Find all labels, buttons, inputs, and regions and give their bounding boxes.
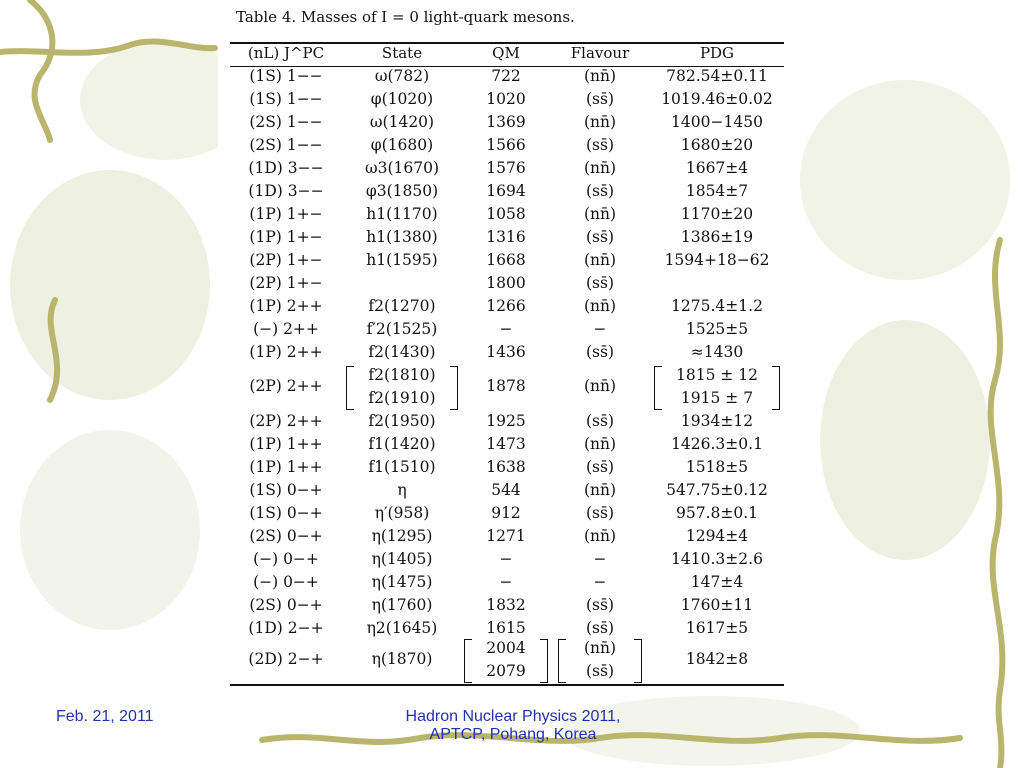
- cell-state: η′(958): [374, 504, 430, 522]
- cell-flavour: (nn̄): [583, 251, 617, 269]
- cell-flavour: (ss̄): [585, 619, 614, 637]
- cell-jpc: (2S) 0−+: [249, 596, 323, 614]
- cell-qm: 1058: [486, 205, 526, 223]
- cell-pdg: [650, 272, 784, 295]
- cell-flavour: (nn̄): [583, 205, 617, 223]
- cell-state: η(1760): [371, 596, 433, 614]
- cell-flavour: (nn̄): [583, 435, 617, 453]
- cell-state: η(1405): [371, 550, 433, 568]
- cell-state: f2(1430): [368, 343, 436, 361]
- table-row: [230, 134, 784, 157]
- table-row: [230, 479, 784, 502]
- cell-state: φ(1680): [370, 136, 434, 154]
- cell-qm: 1925: [486, 412, 526, 430]
- cell-jpc: (1S) 1−−: [249, 67, 323, 85]
- cell-qm: 1832: [486, 596, 526, 614]
- header-flavour: Flavour: [570, 44, 630, 62]
- cell-jpc: (1D) 3−−: [248, 182, 324, 200]
- header-nl-jpc: (nL) J^PC: [247, 44, 325, 62]
- cell-qm: 1878: [486, 377, 526, 395]
- cell-jpc: (−) 0−+: [253, 550, 319, 568]
- cell-state: f′2(1525): [366, 320, 438, 338]
- cell-qm: 1436: [486, 343, 526, 361]
- cell-pdg: 1019.46±0.02: [661, 90, 773, 108]
- table-row: [230, 318, 784, 341]
- close-bracket: [772, 366, 780, 410]
- cell-pdg: 1525±5: [685, 320, 749, 338]
- cell-qm: −: [499, 573, 513, 591]
- cell-qm: 544: [491, 481, 521, 499]
- cell-jpc: (1P) 2++: [249, 343, 323, 361]
- cell-state: f1(1510): [368, 458, 436, 476]
- vine-left-lower: [50, 300, 57, 400]
- footer-event-line1: Hadron Nuclear Physics 2011,: [405, 708, 621, 725]
- cell-qm: 1576: [486, 159, 526, 177]
- cell-flavour: (nn̄): [583, 159, 617, 177]
- cell-jpc: (2P) 1+−: [249, 274, 323, 292]
- cell-state: η: [397, 481, 407, 499]
- cell-qm-stack: [462, 637, 550, 683]
- close-bracket: [540, 639, 548, 683]
- cell-qm: 1668: [486, 251, 526, 269]
- cell-pdg: 1410.3±2.6: [671, 550, 763, 568]
- cell-qm: 912: [491, 504, 521, 522]
- cell-jpc: (1D) 2−+: [248, 619, 324, 637]
- footer-date: Feb. 21, 2011: [56, 708, 154, 725]
- table-row: [230, 364, 784, 410]
- cell-pdg: 1667±4: [685, 159, 749, 177]
- cell-state: f2(1270): [368, 297, 436, 315]
- table-row: [230, 180, 784, 203]
- cell-jpc: (1S) 0−+: [249, 504, 323, 522]
- cell-pdg: 1426.3±0.1: [671, 435, 763, 453]
- table-row: [230, 295, 784, 318]
- cell-pdg: 1617±5: [685, 619, 749, 637]
- cell-pdg: 1275.4±1.2: [671, 297, 763, 315]
- cell-flavour: (nn̄): [583, 377, 617, 395]
- cell-jpc: (2S) 1−−: [249, 113, 323, 131]
- cell-pdg: 1760±11: [680, 596, 754, 614]
- cell-state: h1(1170): [366, 205, 438, 223]
- close-bracket: [450, 366, 458, 410]
- cell-jpc: (2S) 1−−: [249, 136, 323, 154]
- cell-qm: 1615: [486, 619, 526, 637]
- cell-jpc: (2S) 0−+: [249, 527, 323, 545]
- cell-qm: 1566: [486, 136, 526, 154]
- table-row: [230, 594, 784, 617]
- cell-jpc: (2P) 1+−: [249, 251, 323, 269]
- cell-state: [342, 272, 462, 295]
- cell-pdg: 1400−1450: [671, 113, 763, 131]
- cell-pdg: 957.8±0.1: [675, 504, 758, 522]
- cell-pdg: 1842±8: [685, 650, 749, 668]
- vine-right: [991, 240, 1003, 768]
- cell-state: φ(1020): [370, 90, 434, 108]
- cell-state: ω(782): [374, 67, 430, 85]
- cell-state: h1(1595): [366, 251, 438, 269]
- cell-pdg: ≈1430: [690, 343, 744, 361]
- table-row: [230, 65, 784, 88]
- cell-flavour: −: [593, 320, 607, 338]
- cell-state: ω(1420): [369, 113, 435, 131]
- cell-state: η(1475): [371, 573, 433, 591]
- cell-flavour-multiline: (nn̄) (ss̄): [583, 639, 617, 680]
- cell-flavour: (ss̄): [585, 90, 614, 108]
- cell-flavour: −: [593, 550, 607, 568]
- table-caption: Table 4. Masses of I = 0 light-quark mesons.: [236, 8, 575, 26]
- cell-jpc: (2P) 2++: [249, 377, 323, 395]
- cell-flavour: (nn̄): [583, 481, 617, 499]
- vine-top-left-branch: [0, 42, 215, 53]
- cell-qm: 1020: [486, 90, 526, 108]
- cell-state: φ3(1850): [365, 182, 439, 200]
- cell-state: f2(1950): [368, 412, 436, 430]
- cell-jpc: (1P) 1++: [249, 435, 323, 453]
- cell-jpc: (2D) 2−+: [248, 650, 324, 668]
- cell-qm: 1271: [486, 527, 526, 545]
- table-row: [230, 502, 784, 525]
- cell-qm: 1369: [486, 113, 526, 131]
- cell-pdg: 1854±7: [685, 182, 749, 200]
- header-state: State: [381, 44, 423, 62]
- cell-pdg-multiline: 1815 ± 12 1915 ± 7: [675, 366, 758, 407]
- cell-flavour: (ss̄): [585, 596, 614, 614]
- table-row: [230, 410, 784, 433]
- cell-jpc: (1D) 3−−: [248, 159, 324, 177]
- cell-pdg: 1386±19: [680, 228, 754, 246]
- cell-flavour-stack: [550, 637, 650, 683]
- table-row: [230, 637, 784, 683]
- cell-pdg: 1680±20: [680, 136, 754, 154]
- cell-qm: −: [499, 550, 513, 568]
- table-row: [230, 226, 784, 249]
- cell-pdg: 1934±12: [680, 412, 754, 430]
- cell-qm: 1800: [486, 274, 526, 292]
- cell-flavour: (nn̄): [583, 297, 617, 315]
- cell-state-multiline: f2(1810) f2(1910): [368, 366, 436, 407]
- cell-qm: 722: [491, 67, 521, 85]
- cell-qm: 1694: [486, 182, 526, 200]
- header-pdg: PDG: [699, 44, 735, 62]
- header-qm: QM: [492, 44, 520, 62]
- cell-flavour: (nn̄): [583, 113, 617, 131]
- cell-flavour: −: [593, 573, 607, 591]
- cell-state: h1(1380): [366, 228, 438, 246]
- cell-state: η(1295): [371, 527, 433, 545]
- cell-jpc: (2P) 2++: [249, 412, 323, 430]
- cell-jpc: (1P) 1++: [249, 458, 323, 476]
- table-row: [230, 111, 784, 134]
- table-header-row: [230, 42, 784, 65]
- cell-jpc: (1P) 1+−: [249, 205, 323, 223]
- cell-flavour: (nn̄): [583, 67, 617, 85]
- table-row: [230, 157, 784, 180]
- cell-flavour: (ss̄): [585, 343, 614, 361]
- cell-flavour: (ss̄): [585, 274, 614, 292]
- cell-pdg: 1170±20: [680, 205, 754, 223]
- cell-jpc: (1S) 0−+: [249, 481, 323, 499]
- table-row: [230, 548, 784, 571]
- table-row: [230, 249, 784, 272]
- table-row: [230, 88, 784, 111]
- cell-jpc: (−) 2++: [253, 320, 319, 338]
- cell-state-stack: [342, 364, 462, 410]
- cell-qm-multiline: 2004 2079: [486, 639, 526, 680]
- cell-flavour: (nn̄): [583, 527, 617, 545]
- cell-flavour: (ss̄): [585, 182, 614, 200]
- cell-flavour: (ss̄): [585, 228, 614, 246]
- cell-jpc: (1P) 2++: [249, 297, 323, 315]
- cell-jpc: (1P) 1+−: [249, 228, 323, 246]
- cell-state: ω3(1670): [364, 159, 440, 177]
- vine-top-left: [30, 0, 52, 140]
- table-bottom-rule: [230, 684, 784, 686]
- table-row: [230, 341, 784, 364]
- cell-pdg: 1294±4: [685, 527, 749, 545]
- table-row: [230, 456, 784, 479]
- table-row: [230, 203, 784, 226]
- cell-pdg: 782.54±0.11: [666, 67, 768, 85]
- cell-pdg: 1594+18−62: [664, 251, 770, 269]
- cell-qm: 1638: [486, 458, 526, 476]
- cell-state: η(1870): [371, 650, 433, 668]
- cell-qm: −: [499, 320, 513, 338]
- cell-state: f1(1420): [368, 435, 436, 453]
- cell-state: η2(1645): [366, 619, 438, 637]
- cell-jpc: (−) 0−+: [253, 573, 319, 591]
- table-row: [230, 272, 784, 295]
- cell-qm: 1473: [486, 435, 526, 453]
- cell-flavour: (ss̄): [585, 136, 614, 154]
- table-row: [230, 525, 784, 548]
- cell-flavour: (ss̄): [585, 458, 614, 476]
- cell-flavour: (ss̄): [585, 504, 614, 522]
- cell-jpc: (1S) 1−−: [249, 90, 323, 108]
- cell-pdg: 147±4: [690, 573, 744, 591]
- footer-event-line2: APTCP, Pohang, Korea: [429, 726, 597, 743]
- cell-pdg-stack: [650, 364, 784, 410]
- cell-pdg: 1518±5: [685, 458, 749, 476]
- footer-event: [340, 708, 686, 744]
- cell-pdg: 547.75±0.12: [666, 481, 768, 499]
- table-row: [230, 433, 784, 456]
- cell-qm: 1266: [486, 297, 526, 315]
- close-bracket: [634, 639, 642, 683]
- cell-qm: 1316: [486, 228, 526, 246]
- cell-flavour: (ss̄): [585, 412, 614, 430]
- table-row: [230, 571, 784, 594]
